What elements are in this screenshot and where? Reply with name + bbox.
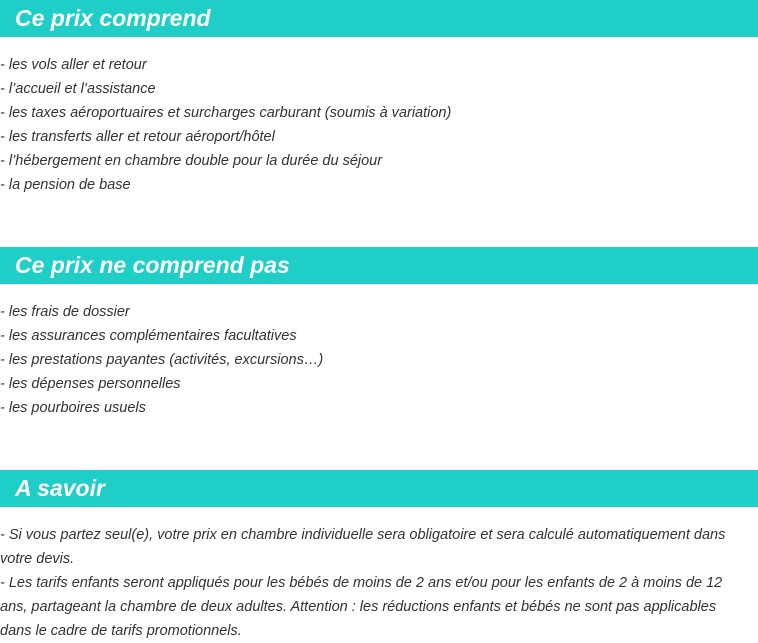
section-title-excluded: Ce prix ne comprend pas	[0, 247, 758, 284]
list-item: - les prestations payantes (activités, excursions…)	[0, 352, 324, 368]
section-info	[0, 470, 758, 643]
list-item: - l’accueil et l’assistance	[0, 81, 156, 97]
info-paragraph: - Les tarifs enfants seront appliqués pour les bébés de moins de 2 ans et/ou pour les enfants de 2 à moins de 12 ans, partageant la chambre de deux adultes. Attention : les réductions enfants et bébés ne sont pas applicables dans le cadre de tarifs promotionnels.	[0, 575, 723, 639]
info-paragraphs	[0, 523, 758, 643]
list-item: - la pension de base	[0, 177, 131, 193]
list-item: - les dépenses personnelles	[0, 376, 181, 392]
section-title-info: A savoir	[0, 470, 758, 507]
list-item: - l’hébergement en chambre double pour la durée du séjour	[0, 153, 383, 169]
section-title-included: Ce prix comprend	[0, 0, 758, 37]
list-item: - les assurances complémentaires facultatives	[0, 328, 297, 344]
list-item: - les vols aller et retour	[0, 57, 147, 73]
list-item: - les frais de dossier	[0, 304, 130, 320]
section-excluded	[0, 247, 758, 420]
list-item: - les pourboires usuels	[0, 400, 146, 416]
section-included	[0, 0, 758, 197]
excluded-list	[0, 300, 758, 420]
list-item: - les taxes aéroportuaires et surcharges carburant (soumis à variation)	[0, 105, 452, 121]
info-paragraph: - Si vous partez seul(e), votre prix en chambre individuelle sera obligatoire et sera calculé automatiquement dans votre devis.	[0, 527, 726, 567]
included-list	[0, 53, 758, 197]
list-item: - les transferts aller et retour aéroport/hôtel	[0, 129, 275, 145]
